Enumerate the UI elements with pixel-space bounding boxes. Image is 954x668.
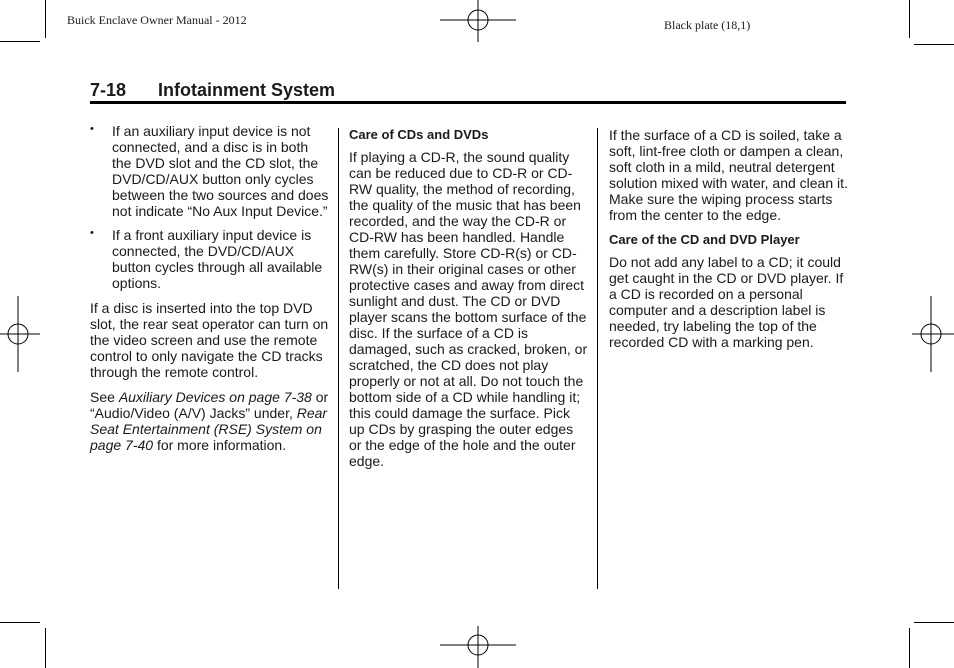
- bullet-item: [90, 227, 330, 291]
- bullet-item: [90, 123, 330, 219]
- link-rse-system[interactable]: Rear Seat Entertainment (RSE) System on page 7-40: [90, 405, 328, 453]
- paragraph-cd-care: If playing a CD-R, the sound quality can be reduced due to CD-R or CD-RW quality, the method of recording, the quality of the music that has been recorded, and the way the CD-R or CD-RW has been handled. Handle them carefully. Store CD-R(s) or CD-RW(s) in their original cases or other protective cases and away from direct sunlight and dust. The CD or DVD player scans the bottom surface of the disc. If the surface of a CD is damaged, such as cracked, broken, or scratched, the CD does not play properly or not at all. Do not touch the bottom side of a CD while handling it; this could damage the surface. Pick up CDs by grasping the outer edges or the edge of the hole and the outer edge.: [349, 149, 588, 469]
- paragraph-soiled-cd: If the surface of a CD is soiled, take a soft, lint-free cloth or dampen a clean, soft cloth in a mild, neutral detergent solution mixed with water, and clean it. Make sure the wiping process starts from the center to the edge.: [609, 127, 848, 223]
- bullet-text: If a front auxiliary input device is connected, the DVD/CD/AUX button cycles through all available options.: [112, 227, 323, 291]
- plate-info: Black plate (18,1): [664, 18, 751, 32]
- column-divider: [338, 128, 339, 589]
- column-3: [609, 127, 849, 359]
- bullet-dot: •: [90, 123, 94, 135]
- heading-rule: [90, 101, 846, 104]
- paragraph-see-also: See Auxiliary Devices on page 7-38 or “Audio/Video (A/V) Jacks” under, Rear Seat Entertainment (RSE) System on page 7-40 for more information.: [90, 389, 329, 453]
- paragraph-label-cd: Do not add any label to a CD; it could get caught in the CD or DVD player. If a CD is recorded on a personal computer and a description label is needed, try labeling the top of the recorded CD with a marking pen.: [609, 254, 844, 350]
- registration-mark-left: [0, 296, 40, 372]
- bullet-dot: •: [90, 227, 94, 239]
- paragraph-disc-top-slot: If a disc is inserted into the top DVD slot, the rear seat operator can turn on the video screen and use the remote control to only navigate the CD tracks through the remote control.: [90, 300, 329, 380]
- bullet-text: If an auxiliary input device is not connected, and a disc is in both the DVD slot and the CD slot, the DVD/CD/AUX button only cycles between the two sources and does not indicate “No Aux Input Device.”: [112, 123, 329, 219]
- section-title: Infotainment System: [158, 80, 336, 100]
- column-2: [349, 123, 589, 478]
- registration-mark-right: [912, 296, 954, 372]
- column-divider: [597, 128, 598, 589]
- registration-mark-top: [440, 0, 516, 44]
- section-heading: [90, 80, 846, 102]
- registration-mark-bottom: [440, 626, 516, 668]
- subheading-care-player: Care of the CD and DVD Player: [609, 232, 800, 247]
- column-1: [90, 123, 330, 462]
- manual-title: Buick Enclave Owner Manual - 2012: [67, 13, 247, 27]
- link-auxiliary-devices[interactable]: Auxiliary Devices on page 7-38: [118, 389, 312, 405]
- page-number: 7-18: [90, 80, 127, 100]
- subheading-care-cds-dvds: Care of CDs and DVDs: [349, 127, 489, 142]
